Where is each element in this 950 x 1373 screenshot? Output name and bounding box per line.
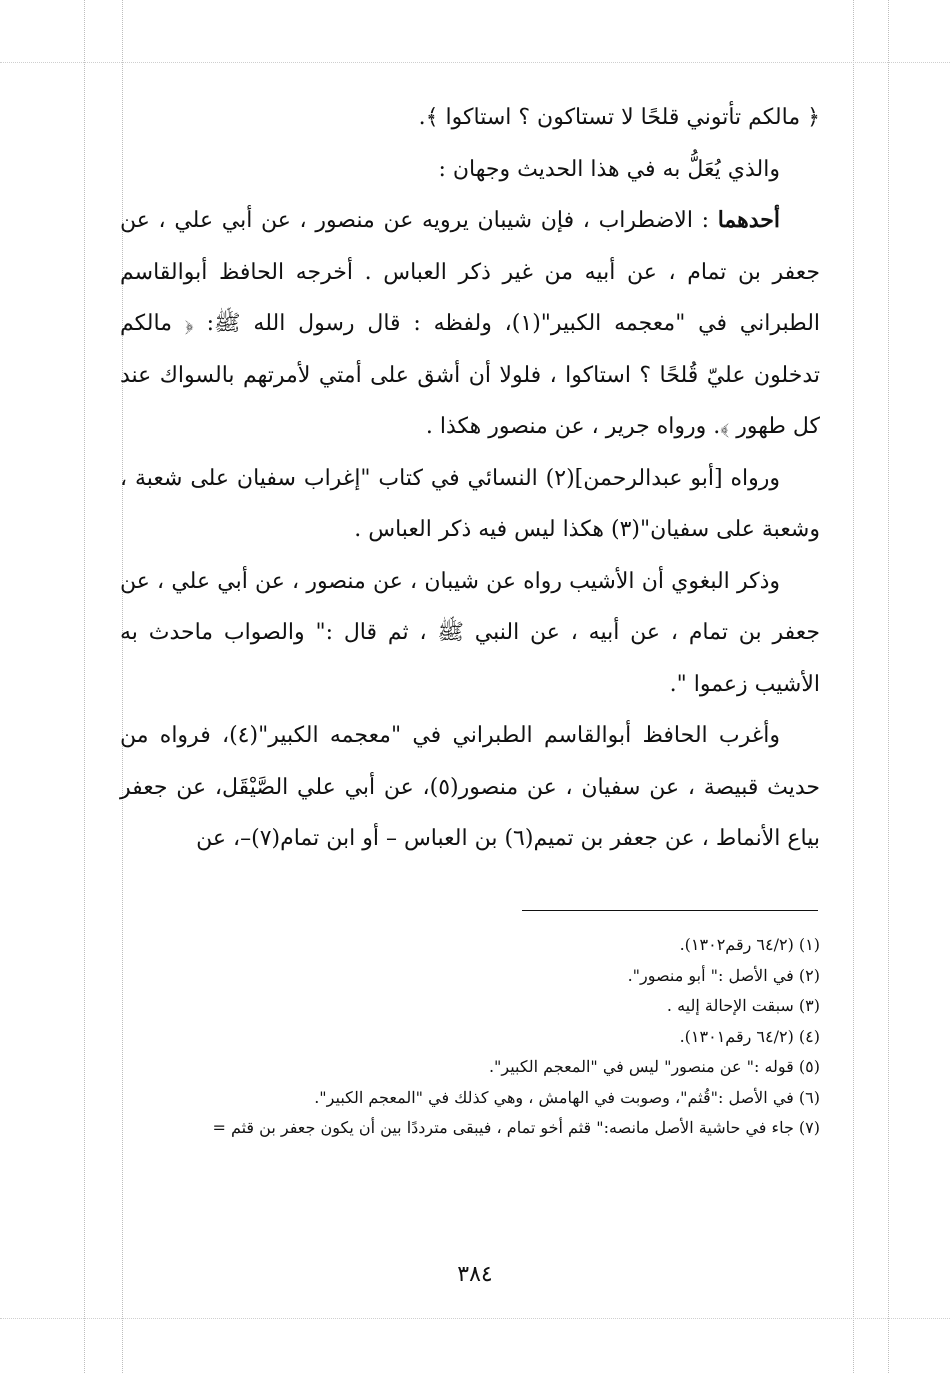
scan-dotted-line [888,0,889,1373]
paragraph-3 [120,195,820,453]
paragraph-3-lead: أحدهما [717,207,780,233]
footnotes [120,930,820,1144]
scan-dotted-line [0,1318,950,1319]
footnote-3: (٣) سبقت الإحالة إليه . [666,996,820,1015]
paragraph-2: والذي يُعَلُّ به في هذا الحديث وجهان : [438,156,780,182]
footnote-4: (٤) (٦٤/٢ رقم١٣٠١). [679,1026,820,1046]
paragraph-3-text: : الاضطراب ، فإن شيبان يرويه عن منصور ، عن أبي علي ، عن جعفر بن تمام ، عن أبيه من غير ذكر العباس . أخرجه الحافظ أبوالقاسم الطبراني في "معجمه الكبير"(١)، ولفظه : قال رسول الله ﷺ: ﴿ مالكم تدخلون عليّ قُلحًا ؟ استاكوا ، فلولا أن أشق على أمتي لأمرتهم بالسواك عند كل طهور ﴾. ورواه جرير ، عن منصور هكذا . [120,208,821,439]
main-text [120,92,820,865]
scan-dotted-line [0,62,950,63]
paragraph-4: ورواه [أبو عبدالرحمن](٢) النسائي في كتاب "إغراب سفيان على شعبة ، وشعبة على سفيان"(٣) هكذا ليس فيه ذكر العباس . [120,465,820,542]
footnote-6: (٦) في الأصل :"قُثم"، وصوبت في الهامش ، وهي كذلك في "المعجم الكبير". [314,1087,820,1107]
scan-dotted-line [853,0,854,1373]
scan-dotted-line [84,0,85,1373]
footnote-2: (٢) في الأصل :" أبو منصور". [627,965,820,985]
paragraph-6: وأغرب الحافظ أبوالقاسم الطبراني في "معجمه الكبير"(٤)، فرواه من حديث قبيصة ، عن سفيان ، عن منصور(٥)، عن أبي علي الصَّيْقَل، عن جعفر بياع الأنماط ، عن جعفر بن تميم(٦) بن العباس – أو ابن تمام(٧)–، عن [120,723,820,851]
footnote-separator [522,910,818,911]
footnote-5: (٥) قوله :" عن منصور" ليس في "المعجم الكبير". [488,1057,820,1076]
paragraph-5: وذكر البغوي أن الأشيب رواه عن شيبان ، عن منصور ، عن أبي علي ، عن جعفر بن تمام ، عن أبيه ، عن النبي ﷺ ، ثم قال :" والصواب ماحدث به الأشيب زعموا ". [120,568,820,697]
footnote-7: (٧) جاء في حاشية الأصل مانصه:" قثم أخو تمام ، فيبقى مترددًا بين أن يكون جعفر بن قثم = [212,1118,820,1137]
footnote-1: (١) (٦٤/٢ رقم١٣٠٢). [679,935,820,954]
page-number: ٣٨٤ [457,1262,493,1287]
paragraph-1: ﴿ مالكم تأتوني قلحًا لا تستاكون ؟ استاكوا ﴾. [418,105,820,130]
